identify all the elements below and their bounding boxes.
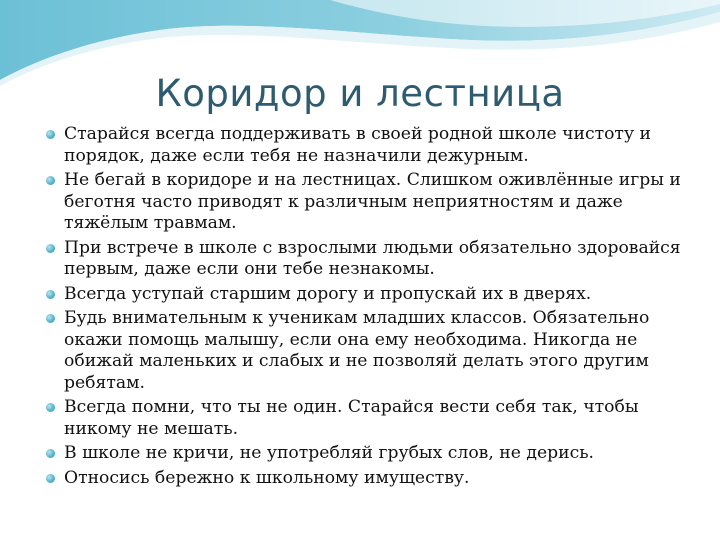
list-item: [46, 308, 710, 394]
list-item-text: Всегда уступай старшим дорогу и пропускай их в дверях.: [64, 283, 592, 304]
rules-list: [46, 124, 710, 489]
list-item: [46, 124, 710, 167]
bullet-icon: [46, 290, 55, 299]
slide-title: Коридор и лестница: [155, 72, 565, 115]
list-item-text: В школе не кричи, не употребляй грубых слов, не дерись.: [64, 443, 595, 463]
list-item-text: Относись бережно к школьному имуществу.: [64, 467, 470, 488]
list-item: [46, 397, 710, 440]
bullet-list-container: [46, 124, 710, 492]
bullet-icon: [46, 314, 55, 323]
list-item: [46, 238, 710, 281]
bullet-icon: [46, 449, 55, 458]
list-item: [46, 284, 710, 306]
list-item: [46, 443, 710, 465]
list-item: [46, 170, 710, 235]
list-item-text: Не бегай в коридоре и на лестницах. Слишком оживлённые игры и беготня часто приводят к различным неприятностям и даже тяжёлым травмам.: [64, 170, 681, 233]
bullet-icon: [46, 176, 55, 185]
bullet-icon: [46, 130, 55, 139]
bullet-icon: [46, 244, 55, 253]
list-item-text: При встрече в школе с взрослыми людьми обязательно здоровайся первым, даже если они тебе незнакомы.: [64, 237, 681, 279]
bullet-icon: [46, 403, 55, 412]
list-item-text: Будь внимательным к ученикам младших классов. Обязательно окажи помощь малышу, если она ему необходима. Никогда не обижай маленьких и слабых и не позволяй делать этого другим ребятам.: [64, 308, 650, 393]
bullet-icon: [46, 474, 55, 483]
list-item: [46, 468, 710, 490]
list-item-text: Старайся всегда поддерживать в своей родной школе чистоту и порядок, даже если тебя не назначили дежурным.: [64, 124, 651, 166]
list-item-text: Всегда помни, что ты не один. Старайся вести себя так, чтобы никому не мешать.: [64, 397, 639, 439]
